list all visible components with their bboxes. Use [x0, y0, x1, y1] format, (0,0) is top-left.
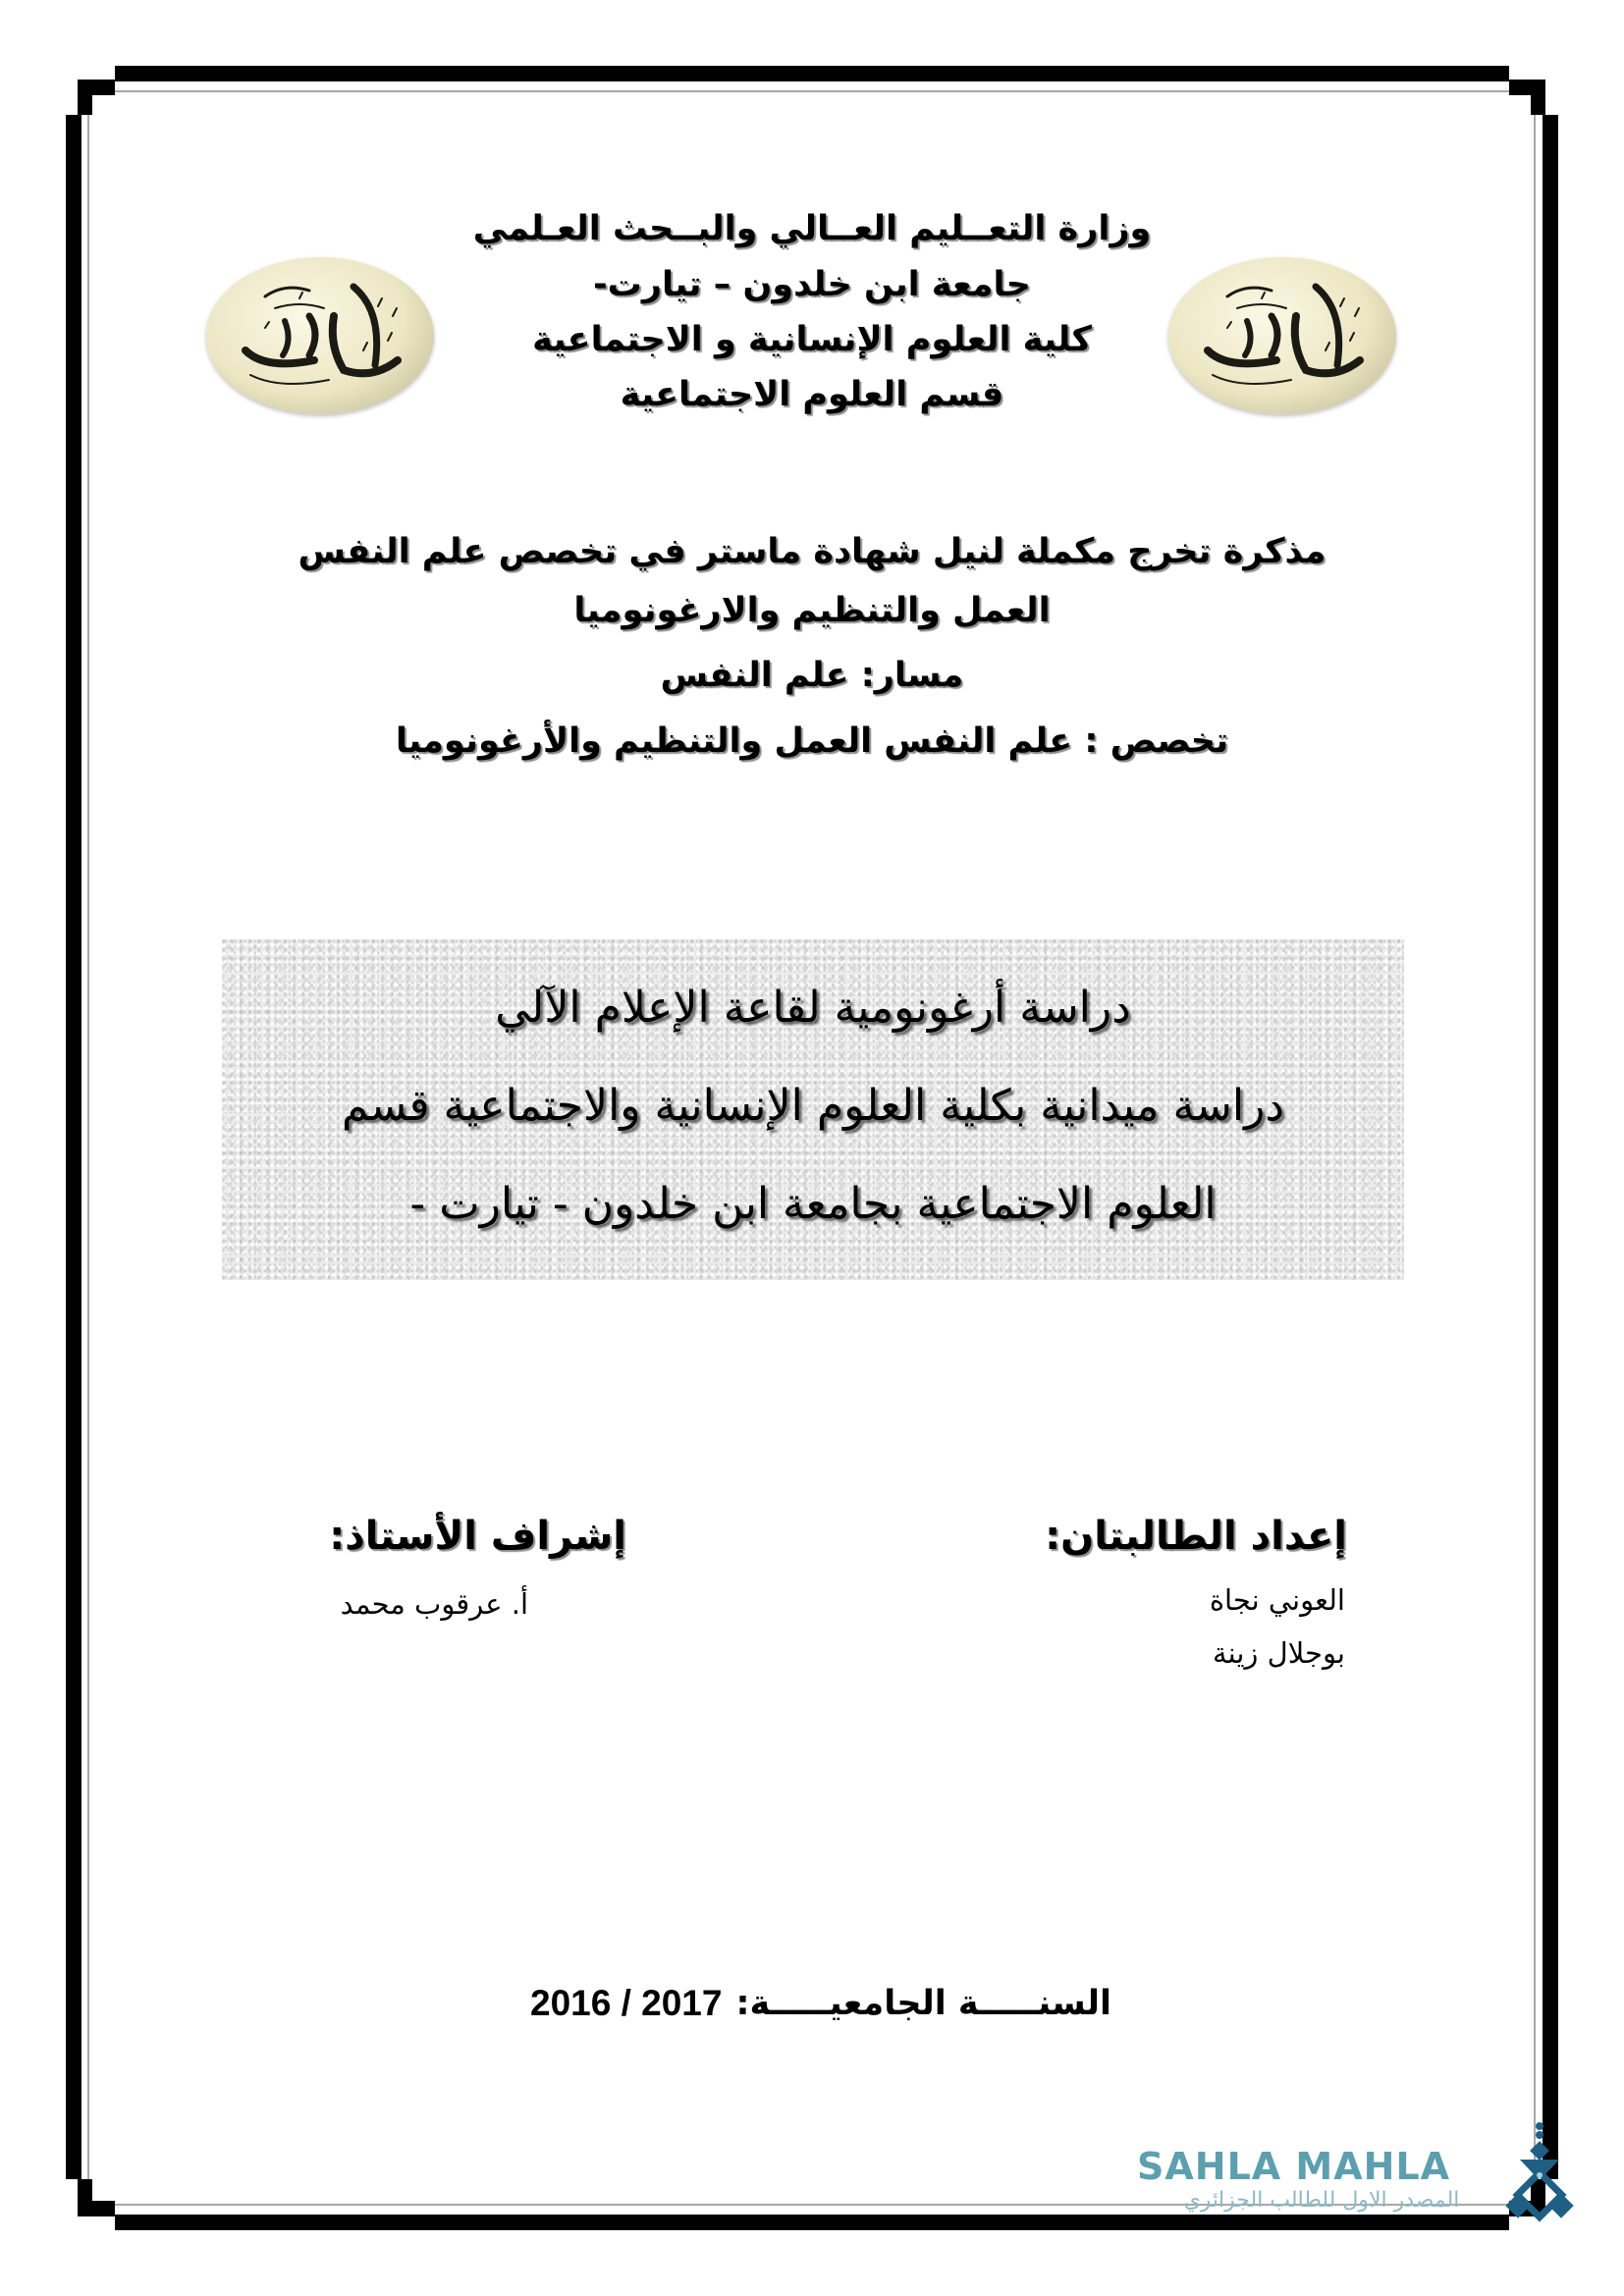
- border-inner-left: [87, 115, 89, 2179]
- faculty-name: كلية العلوم الإنسانية و الاجتماعية: [532, 320, 1092, 359]
- border-inner-top: [115, 90, 1509, 92]
- border-corner-tl-step: [78, 80, 92, 115]
- academic-year: [511, 1974, 1139, 2033]
- supervisor-name: أ. عرقوب محمد: [340, 1587, 528, 1621]
- academic-year-value: 2016 / 2017: [530, 1983, 723, 2023]
- academic-year-label: السنـــــة الجامعيـــــة:: [735, 1984, 1111, 2023]
- degree-line-2: العمل والتنظيم والارغونوميا: [573, 591, 1051, 630]
- supervisor-label: إشراف الأستاذ:: [329, 1514, 626, 1559]
- university-name: جامعة ابن خلدون – تيارت-: [593, 265, 1031, 304]
- student-name-1: العوني نجاة: [1209, 1583, 1345, 1617]
- border-right: [1543, 115, 1558, 2179]
- thesis-title-line-3: العلوم الاجتماعية بجامعة ابن خلدون - تيارت -: [409, 1179, 1217, 1229]
- border-corner-tr-step: [1531, 80, 1545, 115]
- thesis-title-line-2: دراسة ميدانية بكلية العلوم الإنسانية والاجتماعية قسم: [341, 1081, 1284, 1131]
- thesis-title-box: [222, 939, 1404, 1280]
- degree-track: مسار: علم النفس: [660, 656, 964, 695]
- watermark-tagline: المصدر الاول للطالب الجزائري: [1183, 2188, 1460, 2213]
- degree-line-1: مذكرة تخرج مكملة لنيل شهادة ماستر في تخصص علم النفس: [298, 532, 1326, 571]
- border-bottom: [115, 2215, 1509, 2230]
- ministry-name: وزارة التعــليم العــالي والبــحث العـلمي: [472, 209, 1152, 248]
- sahla-mahla-logo-icon: [1506, 2120, 1575, 2228]
- thesis-title-line-1: دراسة أرغونومية لقاعة الإعلام الآلي: [495, 983, 1131, 1033]
- degree-specialty: تخصص : علم النفس العمل والتنظيم والأرغونوميا: [395, 721, 1229, 761]
- department-name: قسم العلوم الاجتماعية: [620, 375, 1004, 414]
- border-corner-bl-step: [78, 2179, 92, 2215]
- students-label: إعداد الطالبتان:: [1045, 1514, 1347, 1559]
- student-name-2: بوجلال زينة: [1213, 1636, 1345, 1670]
- border-top: [115, 66, 1509, 81]
- border-inner-right: [1534, 115, 1536, 2179]
- watermark-brand: SAHLA MAHLA: [1137, 2145, 1451, 2188]
- border-left: [66, 115, 81, 2179]
